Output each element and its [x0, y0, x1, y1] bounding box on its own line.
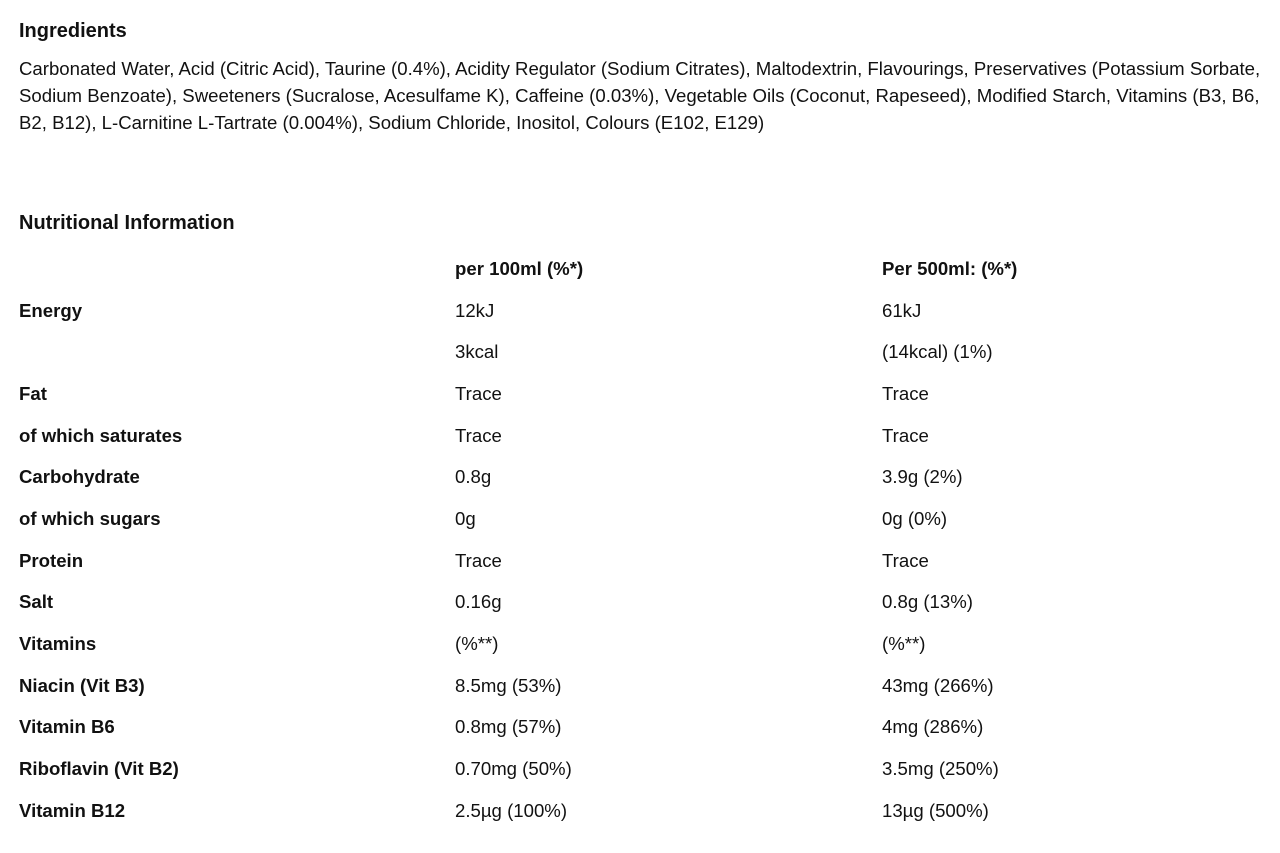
- nutrient-label: Carbohydrate: [19, 466, 140, 488]
- value-per-100ml: Trace: [455, 382, 502, 404]
- table-row: [19, 623, 1219, 665]
- value-per-100ml: 12kJ: [455, 299, 495, 321]
- table-row: [19, 707, 1219, 749]
- value-per-500ml: 61kJ: [882, 299, 922, 321]
- nutrient-label: Niacin (Vit B3): [19, 674, 145, 696]
- value-per-100ml: Trace: [455, 549, 502, 571]
- value-per-500ml: (14kcal) (1%): [882, 341, 993, 363]
- value-per-500ml: Trace: [882, 424, 929, 446]
- table-row: [19, 456, 1219, 498]
- value-per-500ml: 0.8g (13%): [882, 591, 973, 613]
- value-per-100ml: 0.16g: [455, 591, 502, 613]
- value-per-100ml: 2.5µg (100%): [455, 799, 568, 821]
- value-per-100ml: 3kcal: [455, 341, 499, 363]
- value-per-500ml: 3.9g (2%): [882, 466, 963, 488]
- table-row: [19, 415, 1219, 457]
- value-per-500ml: Trace: [882, 549, 929, 571]
- nutrient-label: Riboflavin (Vit B2): [19, 758, 179, 780]
- nutrient-label: Protein: [19, 549, 84, 571]
- nutrient-label: Fat: [19, 382, 47, 404]
- column-header-nutrient: [19, 248, 455, 290]
- table-row: [19, 790, 1219, 832]
- nutrition-heading: Nutritional Information: [19, 212, 235, 234]
- column-header-per-500ml: Per 500ml: (%*): [882, 257, 1018, 279]
- nutrient-label: Salt: [19, 591, 54, 613]
- value-per-100ml: (%**): [455, 633, 499, 655]
- table-row: [19, 290, 1219, 332]
- value-per-500ml: 0g (0%): [882, 507, 948, 529]
- nutrient-label: Vitamin B12: [19, 799, 126, 821]
- nutrient-label: of which sugars: [19, 507, 161, 529]
- table-row: [19, 373, 1219, 415]
- table-row: [19, 498, 1219, 540]
- nutrition-table: [19, 248, 1219, 832]
- table-header-row: [19, 248, 1219, 290]
- value-per-500ml: 43mg (266%): [882, 674, 994, 696]
- table-row: [19, 540, 1219, 582]
- ingredients-text: Carbonated Water, Acid (Citric Acid), Taurine (0.4%), Acidity Regulator (Sodium Citrates), Maltodextrin, Flavourings, Preservatives (Potassium Sorbate, Sodium Benzoate), Sweeteners (Sucralose, Acesulfame K), Caffeine (0.03%), Vegetable Oils (Coconut, Rapeseed), Modified Starch, Vitamins (B3, B6, B2, B12), L-Carnitine L-Tartrate (0.004%), Sodium Chloride, Inositol, Colours (E102, E129): [19, 58, 1261, 133]
- value-per-100ml: 0.8mg (57%): [455, 716, 562, 738]
- value-per-500ml: Trace: [882, 382, 929, 404]
- table-row: [19, 331, 1219, 373]
- nutrient-label: Vitamins: [19, 633, 97, 655]
- nutrient-label: Energy: [19, 299, 83, 321]
- table-row: [19, 748, 1219, 790]
- value-per-100ml: Trace: [455, 424, 502, 446]
- table-row: [19, 582, 1219, 624]
- value-per-500ml: (%**): [882, 633, 926, 655]
- value-per-100ml: 0.8g: [455, 466, 492, 488]
- value-per-100ml: 0g: [455, 507, 476, 529]
- nutrient-label: Vitamin B6: [19, 716, 115, 738]
- value-per-500ml: 13µg (500%): [882, 799, 989, 821]
- nutrient-label: of which saturates: [19, 424, 183, 446]
- value-per-500ml: 3.5mg (250%): [882, 758, 999, 780]
- value-per-500ml: 4mg (286%): [882, 716, 984, 738]
- table-row: [19, 665, 1219, 707]
- value-per-100ml: 0.70mg (50%): [455, 758, 572, 780]
- ingredients-heading: Ingredients: [19, 20, 127, 42]
- value-per-100ml: 8.5mg (53%): [455, 674, 562, 696]
- nutrient-label: [19, 331, 455, 373]
- column-header-per-100ml: per 100ml (%*): [455, 257, 584, 279]
